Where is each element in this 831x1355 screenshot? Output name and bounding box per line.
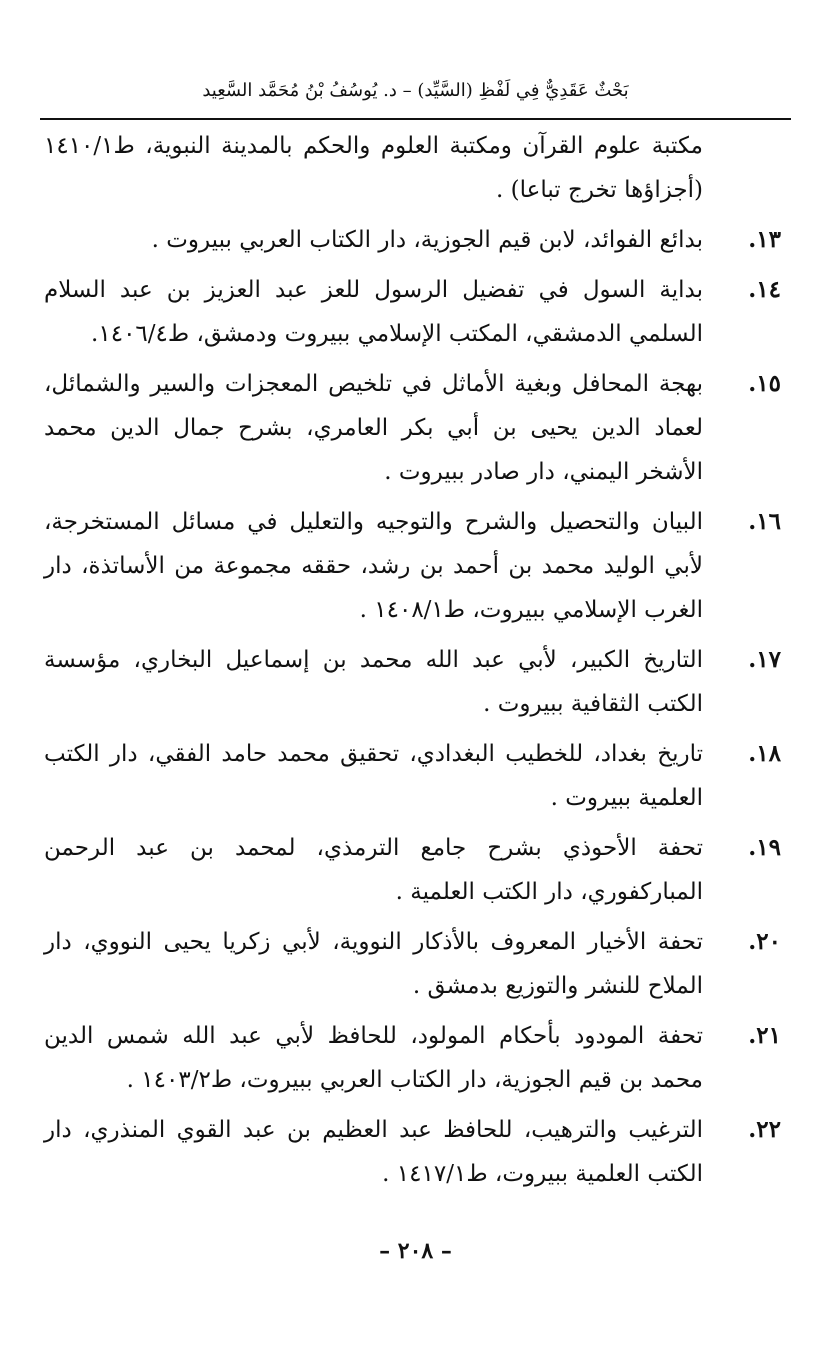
bibliography-entry bbox=[44, 732, 781, 820]
running-header: بَحْثٌ عَقَدِيٌّ فِي لَفْظِ (السَّيِّد) – د. يُوسُفُ بْنُ مُحَمَّد السَّعِيد bbox=[202, 80, 629, 101]
bibliography-entry bbox=[44, 1014, 781, 1102]
entry-number: ١٣. bbox=[748, 226, 781, 253]
bibliography-entry bbox=[44, 638, 781, 726]
entry-text: التاريخ الكبير، لأبي عبد الله محمد بن إسماعيل البخاري، مؤسسة الكتب الثقافية ببيروت . bbox=[44, 647, 703, 717]
bibliography-entry bbox=[44, 920, 781, 1008]
entry-text: بداية السول في تفضيل الرسول للعز عبد العزيز بن عبد السلام السلمي الدمشقي، المكتب الإسلامي ببيروت ودمشق، ط١٤٠٦/٤. bbox=[44, 277, 703, 347]
bibliography-entry bbox=[44, 826, 781, 914]
entry-text: تحفة الأحوذي بشرح جامع الترمذي، لمحمد بن عبد الرحمن المباركفوري، دار الكتب العلمية . bbox=[44, 835, 703, 905]
header-rule bbox=[40, 118, 791, 120]
entry-number: ١٦. bbox=[748, 508, 781, 535]
bibliography-entry bbox=[44, 500, 781, 632]
entry-number: ١٩. bbox=[748, 834, 781, 861]
bibliography-list bbox=[44, 124, 781, 1196]
page-number: – ٢٠٨ – bbox=[379, 1238, 452, 1264]
entry-number: ٢١. bbox=[748, 1022, 781, 1049]
entry-number: ٢٠. bbox=[748, 928, 781, 955]
entry-text: الترغيب والترهيب، للحافظ عبد العظيم بن عبد القوي المنذري، دار الكتب العلمية ببيروت، ط١٤١٧/١ . bbox=[44, 1117, 703, 1187]
entry-text: البيان والتحصيل والشرح والتوجيه والتعليل في مسائل المستخرجة، لأبي الوليد محمد بن أحمد بن رشد، حققه مجموعة من الأساتذة، دار الغرب الإسلامي ببيروت، ط١٤٠٨/١ . bbox=[44, 509, 703, 623]
entry-text: تاريخ بغداد، للخطيب البغدادي، تحقيق محمد حامد الفقي، دار الكتب العلمية ببيروت . bbox=[44, 741, 703, 811]
entry-number: ١٧. bbox=[748, 646, 781, 673]
bibliography-entry bbox=[44, 218, 781, 262]
entry-text: تحفة المودود بأحكام المولود، للحافظ لأبي عبد الله شمس الدين محمد بن قيم الجوزية، دار الكتاب العربي ببيروت، ط١٤٠٣/٢ . bbox=[44, 1023, 703, 1093]
entry-number: ٢٢. bbox=[748, 1116, 781, 1143]
bibliography-entry bbox=[44, 268, 781, 356]
bibliography-entry bbox=[44, 362, 781, 494]
entry-text: بدائع الفوائد، لابن قيم الجوزية، دار الكتاب العربي ببيروت . bbox=[151, 227, 703, 253]
continuation-text: مكتبة علوم القرآن ومكتبة العلوم والحكم بالمدينة النبوية، ط١٤١٠/١ (أجزاؤها تخرج تباعا) . bbox=[44, 133, 703, 203]
entry-number: ١٨. bbox=[748, 740, 781, 767]
entry-text: بهجة المحافل وبغية الأماثل في تلخيص المعجزات والسير والشمائل، لعماد الدين يحيى بن أبي بكر العامري، بشرح جمال الدين محمد الأشخر اليمني، دار صادر ببيروت . bbox=[44, 371, 703, 485]
entry-number: ١٤. bbox=[748, 276, 781, 303]
bibliography-entry bbox=[44, 1108, 781, 1196]
entry-text: تحفة الأخيار المعروف بالأذكار النووية، لأبي زكريا يحيى النووي، دار الملاح للنشر والتوزيع بدمشق . bbox=[44, 929, 703, 999]
entry-number: ١٥. bbox=[748, 370, 781, 397]
